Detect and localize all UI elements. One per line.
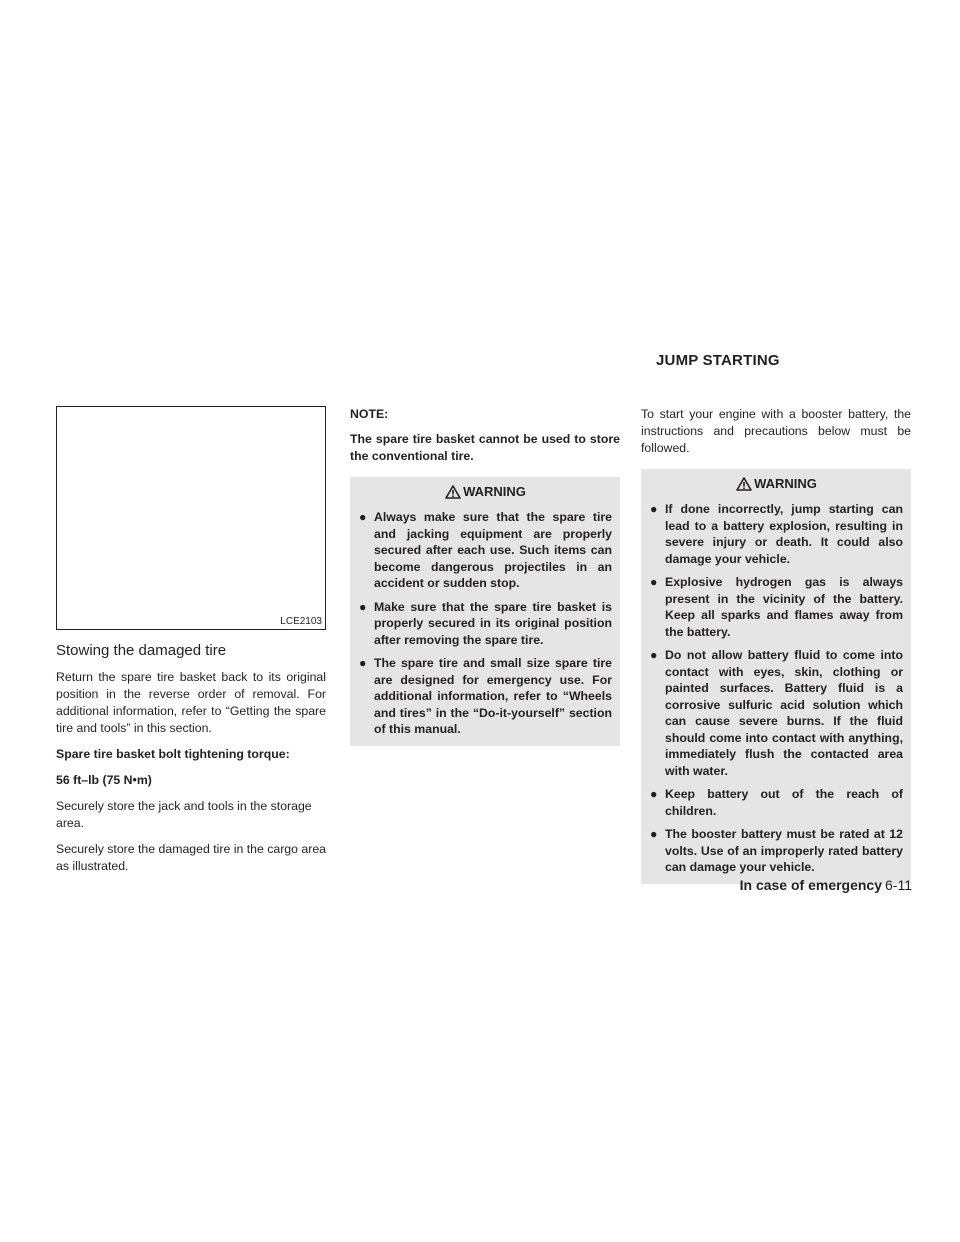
jump-intro: To start your engine with a booster battery, the instructions and precautions below must be followed. [641, 407, 911, 455]
warning-header [650, 469, 903, 497]
note-text: The spare tire basket cannot be used to store the conventional tire. [350, 432, 620, 463]
paragraph: Securely store the jack and tools in the storage area. [56, 799, 312, 830]
warning-list [650, 501, 903, 876]
bullet-dot-icon: ● [359, 656, 367, 670]
list-item: ● If done incorrectly, jump starting can lead to a battery explosion, resulting in severe injury or death. It could also damage your vehicle. [650, 502, 903, 566]
bullet-dot-icon: ● [650, 575, 658, 589]
list-item: ● The booster battery must be rated at 12 volts. Use of an improperly rated battery can damage your vehicle. [650, 827, 903, 874]
section-heading: JUMP STARTING [656, 352, 780, 369]
list-item: ● Explosive hydrogen gas is always present in the vicinity of the battery. Keep all sparks and flames away from the battery. [650, 575, 903, 639]
bullet-dot-icon: ● [650, 502, 658, 516]
figure-label: LCE2103 [280, 616, 322, 627]
paragraph: Securely store the damaged tire in the cargo area as illustrated. [56, 842, 327, 873]
figure-placeholder [56, 406, 326, 630]
note-label: NOTE: [350, 407, 389, 421]
column-right [641, 406, 911, 884]
list-item: ● Keep battery out of the reach of children. [650, 787, 903, 818]
warning-triangle-icon [445, 485, 461, 499]
warning-title: WARNING [463, 484, 526, 499]
chapter-title: In case of emergency [739, 877, 883, 893]
warning-box [350, 477, 620, 746]
column-middle [350, 406, 620, 746]
column-left [56, 406, 326, 884]
torque-label: Spare tire basket bolt tightening torque: [56, 747, 290, 761]
list-item: ● Always make sure that the spare tire and jacking equipment are properly secured after each use. Such items can become dangerous projectiles in an accident or sudden stop. [359, 510, 612, 590]
stowing-heading: Stowing the damaged tire [56, 642, 227, 659]
warning-title: WARNING [754, 476, 817, 491]
bullet-dot-icon: ● [650, 648, 658, 662]
warning-header [359, 477, 612, 505]
warning-triangle-icon [736, 477, 752, 491]
warning-box [641, 469, 911, 884]
torque-value: 56 ft–lb (75 N•m) [56, 773, 152, 787]
bullet-dot-icon: ● [650, 787, 658, 801]
page-number: 6-11 [885, 877, 912, 893]
warning-list [359, 509, 612, 738]
bullet-dot-icon: ● [359, 599, 367, 614]
list-item: ● Make sure that the spare tire basket is properly secured in its original position after removing the spare tire. [359, 599, 612, 647]
bullet-dot-icon: ● [359, 510, 367, 524]
page-footer [740, 877, 912, 893]
list-item: ● Do not allow battery fluid to come into contact with eyes, skin, clothing or painted surfaces. Battery fluid is a corrosive sulfuric acid solution which can cause severe burns. If the fluid should come into contact with anything, immediately flush the contacted area with water. [650, 648, 903, 778]
bullet-dot-icon: ● [650, 827, 658, 841]
list-item: ● The spare tire and small size spare tire are designed for emergency use. For additional information, refer to “Wheels and tires” in the “Do-it-yourself” section of this manual. [359, 656, 612, 736]
paragraph: Return the spare tire basket back to its original position in the reverse order of removal. For additional information, refer to “Getting the spare tire and tools” in this section. [56, 670, 326, 735]
